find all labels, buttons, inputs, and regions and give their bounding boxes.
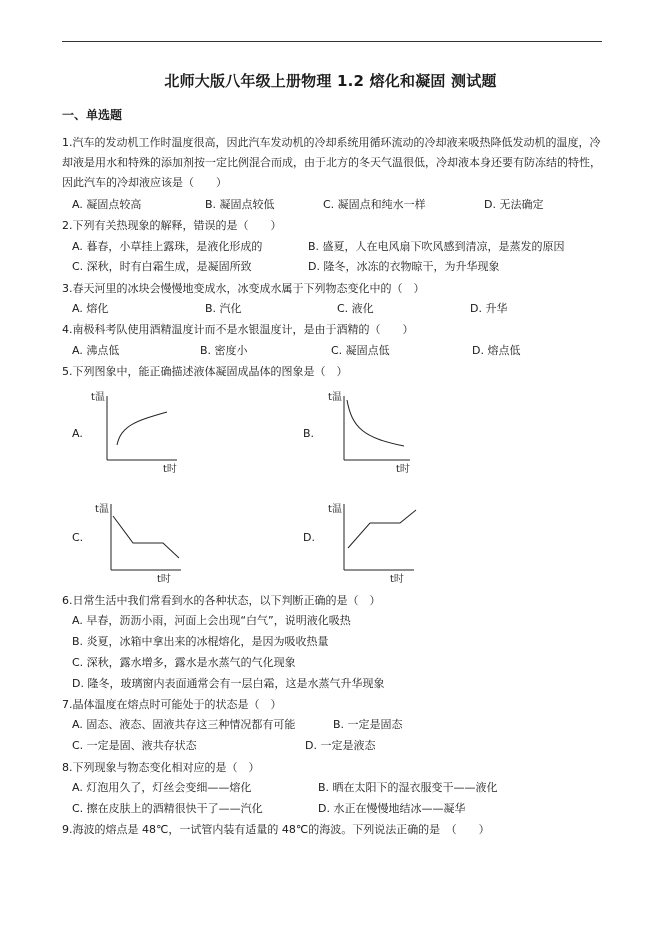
q5-option-c-label: C.: [72, 531, 84, 544]
q5-graph-b: [328, 388, 418, 473]
q7-option-c: C. 一定是固、液共存状态: [72, 739, 197, 752]
q3-option-b: B. 汽化: [205, 302, 242, 315]
q2-option-a: A. 暮春，小草挂上露珠，是液化形成的: [72, 240, 263, 253]
q5-d-y-axis-label: t温: [328, 504, 342, 515]
q7-option-b: B. 一定是固态: [333, 718, 403, 731]
q1-option-a: A. 凝固点较高: [72, 198, 142, 211]
question-8-stem: 8.下列现象与物态变化相对应的是（ ）: [62, 761, 260, 774]
q3-option-c: C. 液化: [337, 302, 374, 315]
q3-option-a: A. 熔化: [72, 302, 109, 315]
q8-option-b: B. 晒在太阳下的湿衣服变干——液化: [318, 781, 498, 794]
q7-option-a: A. 固态、液态、固液共存这三种情况都有可能: [72, 718, 296, 731]
q5-a-x-axis-label: t时: [163, 464, 177, 475]
q6-option-b: B. 炎夏，冰箱中拿出来的冰棍熔化，是因为吸收热量: [72, 635, 329, 648]
q5-option-b-label: B.: [303, 427, 315, 440]
top-rule: [62, 41, 602, 42]
q5-option-a-label: A.: [72, 427, 83, 440]
q6-option-d: D. 隆冬，玻璃窗内表面通常会有一层白霜，这是水蒸气升华现象: [72, 677, 385, 690]
q5-option-d-label: D.: [303, 531, 315, 544]
q5-c-y-axis-label: t温: [95, 504, 109, 515]
q5-b-x-axis-label: t时: [396, 464, 410, 475]
question-9-stem: 9.海波的熔点是 48℃，一试管内装有适量的 48℃的海波。下列说法正确的是 （ ）: [62, 823, 490, 836]
q5-graph-d: [328, 498, 423, 583]
question-7-stem: 7.晶体温度在熔点时可能处于的状态是（ ）: [62, 698, 282, 711]
question-1-stem: 1.汽车的发动机工作时温度很高，因此汽车发动机的冷却系统用循环流动的冷却液来吸热降低发动机的温度，冷却液是用水和特殊的添加剂按一定比例混合而成，由于北方的冬天气温很低，冷却液本身还要有防冻结的特性，因此汽车的冷却液应该是（ ）: [62, 136, 601, 189]
q5-d-x-axis-label: t时: [390, 574, 404, 585]
q8-option-d: D. 水正在慢慢地结冰——凝华: [318, 802, 466, 815]
document-title: 北师大版八年级上册物理 1.2 熔化和凝固 测试题: [164, 72, 497, 90]
q4-option-c: C. 凝固点低: [331, 344, 390, 357]
q8-option-c: C. 擦在皮肤上的酒精很快干了——汽化: [72, 802, 263, 815]
q5-graph-a: [91, 388, 185, 475]
q7-option-d: D. 一定是液态: [305, 739, 376, 752]
question-4-stem: 4.南极科考队使用酒精温度计而不是水银温度计，是由于酒精的（ ）: [62, 323, 414, 336]
q1-option-c: C. 凝固点和纯水一样: [323, 198, 426, 211]
q6-option-a: A. 早春，沥沥小雨，河面上会出现“白气”，说明液化吸热: [72, 614, 351, 627]
q5-a-y-axis-label: t温: [91, 392, 105, 403]
question-3-stem: 3.春天河里的冰块会慢慢地变成水，冰变成水属于下列物态变化中的（ ）: [62, 282, 425, 295]
q8-option-a: A. 灯泡用久了，灯丝会变细——熔化: [72, 781, 252, 794]
q6-option-c: C. 深秋，露水增多，露水是水蒸气的气化现象: [72, 656, 296, 669]
q2-option-c: C. 深秋，时有白霜生成，是凝固所致: [72, 260, 252, 273]
q2-option-d: D. 隆冬，冰冻的衣物晾干，为升华现象: [308, 260, 500, 273]
q4-option-d: D. 熔点低: [472, 344, 521, 357]
q5-c-x-axis-label: t时: [157, 574, 171, 585]
q5-graph-c: [95, 498, 190, 583]
q4-option-b: B. 密度小: [200, 344, 248, 357]
q4-option-a: A. 沸点低: [72, 344, 120, 357]
q2-option-b: B. 盛夏，人在电风扇下吹风感到清凉，是蒸发的原因: [308, 240, 565, 253]
q1-option-d: D. 无法确定: [484, 198, 544, 211]
q1-option-b: B. 凝固点较低: [205, 198, 275, 211]
q3-option-d: D. 升华: [470, 302, 508, 315]
section-heading: 一、单选题: [62, 108, 123, 122]
question-5-stem: 5.下列图象中，能正确描述液体凝固成晶体的图象是（ ）: [62, 365, 348, 378]
q5-b-y-axis-label: t温: [328, 392, 342, 403]
question-6-stem: 6.日常生活中我们常看到水的各种状态，以下判断正确的是（ ）: [62, 594, 381, 607]
question-2-stem: 2.下列有关热现象的解释，错误的是（ ）: [62, 219, 282, 232]
